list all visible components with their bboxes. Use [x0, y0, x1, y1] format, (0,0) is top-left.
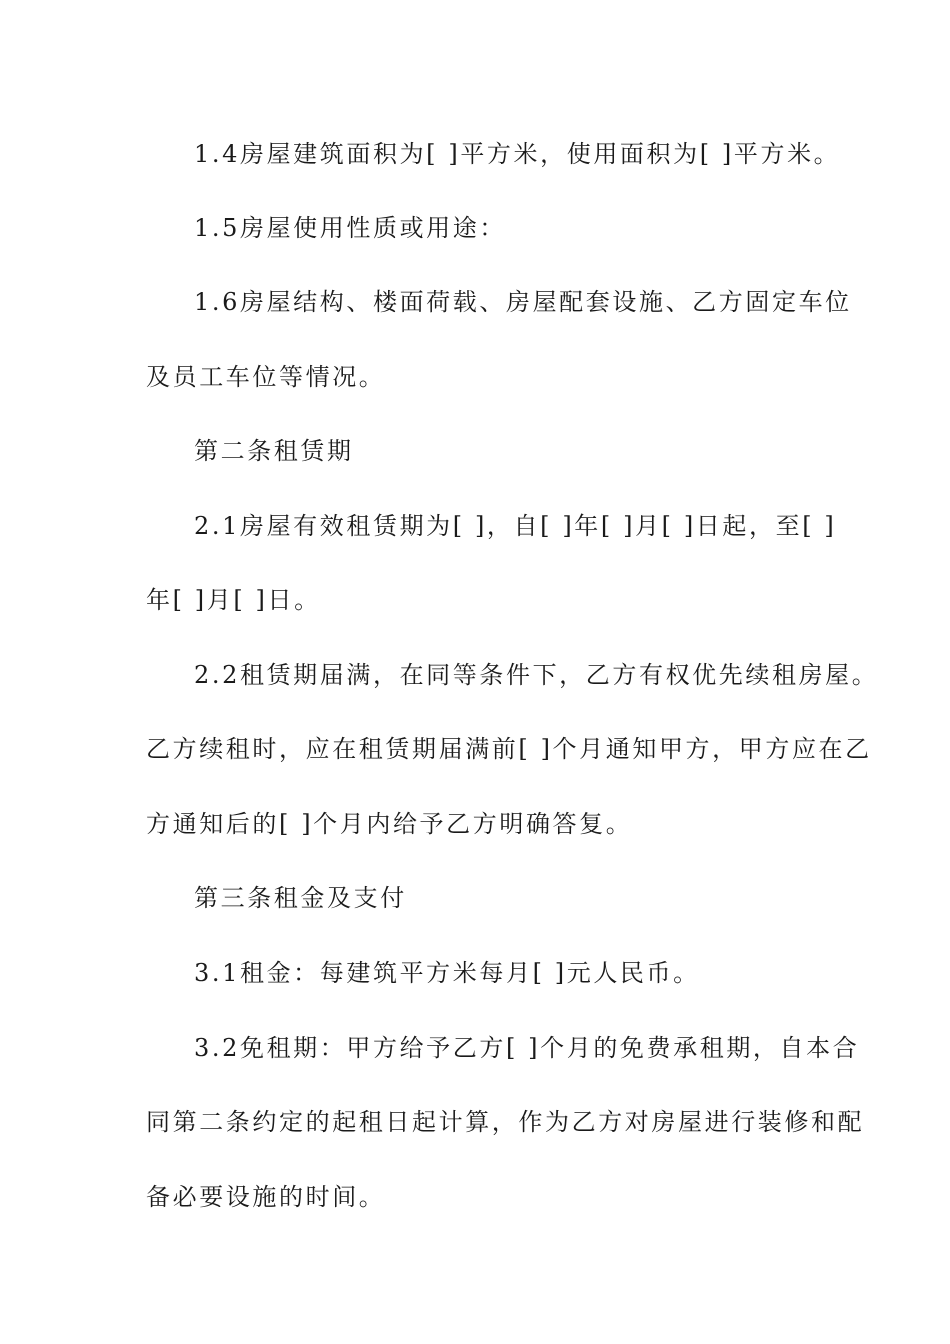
clause-3-2-line-1: 3.2免租期：甲方给予乙方[ ]个月的免费承租期，自本合 [194, 1034, 860, 1062]
clause-1-6-line-2: 及员工车位等情况。 [146, 363, 386, 391]
clause-1-6-line-1: 1.6房屋结构、楼面荷载、房屋配套设施、乙方固定车位 [194, 288, 852, 316]
clause-3-2-line-3: 备必要设施的时间。 [146, 1183, 386, 1211]
clause-2-2-line-1: 2.2租赁期届满，在同等条件下，乙方有权优先续租房屋。 [194, 661, 879, 689]
clause-2-1-line-1: 2.1房屋有效租赁期为[ ]，自[ ]年[ ]月[ ]日起，至[ ] [194, 512, 837, 540]
clause-3-2-line-2: 同第二条约定的起租日起计算，作为乙方对房屋进行装修和配 [146, 1108, 865, 1136]
clause-2-1-line-2: 年[ ]月[ ]日。 [146, 586, 321, 614]
clause-1-5: 1.5房屋使用性质或用途： [194, 214, 506, 242]
article-3-heading: 第三条租金及支付 [194, 884, 407, 912]
clause-3-1: 3.1租金：每建筑平方米每月[ ]元人民币。 [194, 959, 700, 987]
clause-1-4: 1.4房屋建筑面积为[ ]平方米，使用面积为[ ]平方米。 [194, 140, 841, 168]
clause-2-2-line-2: 乙方续租时，应在租赁期届满前[ ]个月通知甲方，甲方应在乙 [146, 735, 872, 763]
clause-2-2-line-3: 方通知后的[ ]个月内给予乙方明确答复。 [146, 810, 633, 838]
article-2-heading: 第二条租赁期 [194, 437, 354, 465]
